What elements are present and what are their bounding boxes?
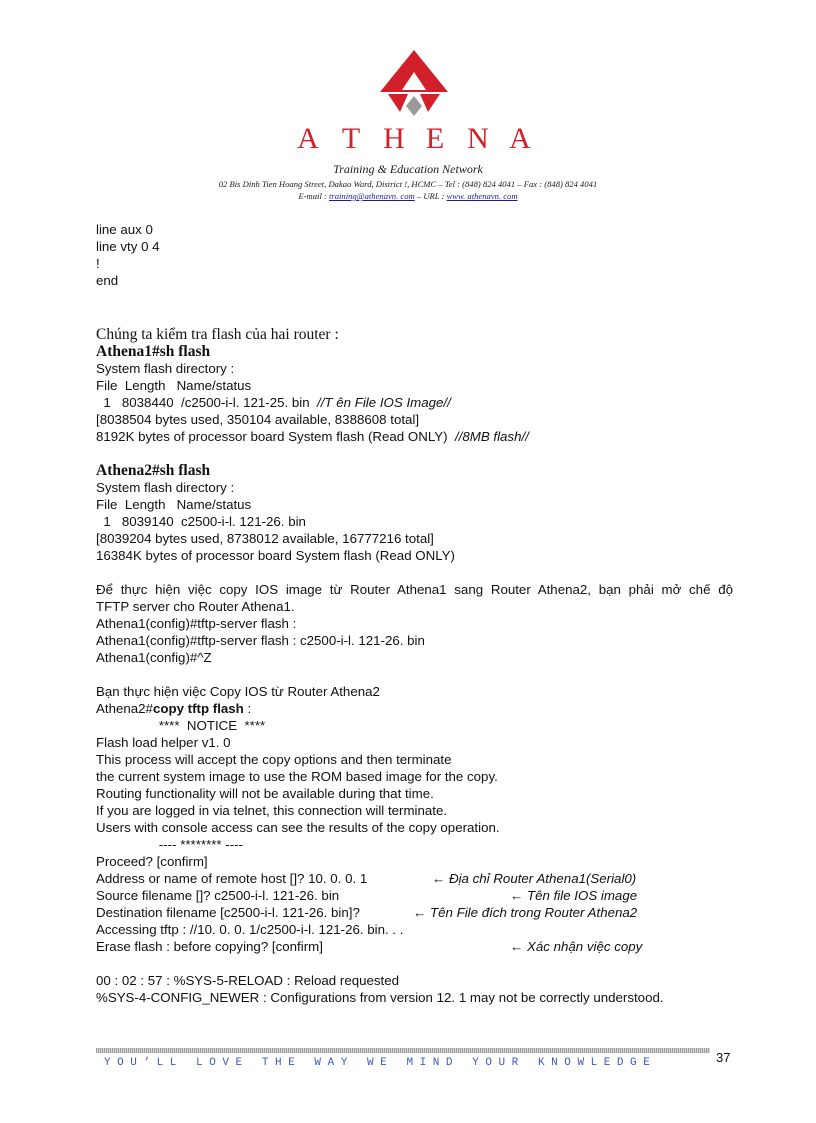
config-line: ! bbox=[96, 256, 100, 271]
url-link[interactable]: www. athenavn. com bbox=[446, 191, 518, 201]
logo-letter: A bbox=[509, 122, 531, 155]
notice-line: Routing functionality will not be available during that time. bbox=[96, 786, 434, 801]
qa-row bbox=[96, 870, 736, 887]
qa-text: Address or name of remote host []? 10. 0. 0. 1 bbox=[96, 871, 368, 886]
tftp-paragraph: Để thực hiện việc copy IOS image từ Router Athena1 sang Router Athena2, bạn phải mở chế độ bbox=[96, 582, 733, 597]
copy-prompt: Athena2# bbox=[96, 701, 153, 716]
athena-logo bbox=[296, 50, 532, 158]
logo-letter: T bbox=[341, 122, 361, 155]
log-line: %SYS-4-CONFIG_NEWER : Configurations from version 12. 1 may not be correctly understood. bbox=[96, 990, 664, 1005]
qa-note: ← Xác nhận việc copy bbox=[510, 939, 643, 954]
address: 02 Bis Dinh Tien Hoang Street, Dakao Ward, District !, HCMC – Tel : (848) 824 4041 – Fax : (848) 824 4041 bbox=[218, 179, 598, 189]
athena2-line: File Length Name/status bbox=[96, 497, 252, 512]
intro-text: Chúng ta kiểm tra flash của hai router : bbox=[96, 326, 339, 343]
email-label: E-mail : bbox=[298, 191, 329, 201]
notice-line: Flash load helper v1. 0 bbox=[96, 735, 231, 750]
athena1-heading: Athena1#sh flash bbox=[96, 343, 211, 360]
logo-triangle-wing-right bbox=[420, 94, 440, 112]
qa-note: ← Địa chỉ Router Athena1(Serial0) bbox=[432, 871, 637, 886]
logo-triangle-wing-left bbox=[388, 94, 408, 112]
notice-line: Users with console access can see the results of the copy operation. bbox=[96, 820, 500, 835]
logo-letter: N bbox=[467, 122, 489, 155]
athena1-line: 1 8038440 /c2500-i-l. 121-25. bin bbox=[96, 395, 318, 410]
notice-line: the current system image to use the ROM based image for the copy. bbox=[96, 769, 498, 784]
tftp-command: Athena1(config)#tftp-server flash : bbox=[96, 616, 297, 631]
qa-note: ← Tên File đích trong Router Athena2 bbox=[413, 905, 638, 920]
qa-row bbox=[96, 938, 736, 955]
tftp-command: Athena1(config)#^Z bbox=[96, 650, 212, 665]
notice-line: If you are logged in via telnet, this connection will terminate. bbox=[96, 803, 448, 818]
athena1-file-line bbox=[96, 394, 736, 411]
contact-line bbox=[0, 191, 816, 201]
log-line: 00 : 02 : 57 : %SYS-5-RELOAD : Reload requested bbox=[96, 973, 400, 988]
tftp-paragraph-end: TFTP server cho Router Athena1. bbox=[96, 599, 295, 614]
athena1-line: [8038504 bytes used, 350104 available, 8388608 total] bbox=[96, 412, 420, 427]
flash-comment: //8MB flash// bbox=[454, 429, 529, 444]
tftp-command: Athena1(config)#tftp-server flash : c2500-i-l. 121-26. bin bbox=[96, 633, 425, 648]
logo-letter: A bbox=[297, 122, 319, 155]
athena1-line: File Length Name/status bbox=[96, 378, 252, 393]
copy-command-line bbox=[96, 700, 736, 717]
footer-slogan: YOU’LL LOVE THE WAY WE MIND YOUR KNOWLEDGE bbox=[104, 1057, 657, 1069]
qa-row bbox=[96, 887, 736, 904]
qa-note: ← Tên file IOS image bbox=[510, 888, 638, 903]
athena2-line: 16384K bytes of processor board System flash (Read ONLY) bbox=[96, 548, 455, 563]
qa-text: Source filename []? c2500-i-l. 121-26. bin bbox=[96, 888, 340, 903]
athena1-line: System flash directory : bbox=[96, 361, 235, 376]
page-number: 37 bbox=[716, 1050, 731, 1065]
file-comment: //T ên File IOS Image// bbox=[317, 395, 451, 410]
notice-line: This process will accept the copy options and then terminate bbox=[96, 752, 452, 767]
athena1-flash-line bbox=[96, 428, 736, 445]
copy-intro: Bạn thực hiện việc Copy IOS từ Router Athena2 bbox=[96, 684, 380, 699]
qa-row bbox=[96, 921, 736, 938]
qa-row bbox=[96, 904, 736, 921]
url-label: – URL : bbox=[414, 191, 447, 201]
athena2-heading: Athena2#sh flash bbox=[96, 462, 211, 479]
config-line: end bbox=[96, 273, 119, 288]
qa-text: Destination filename [c2500-i-l. 121-26. bin]? bbox=[96, 905, 360, 920]
logo-wordmark bbox=[297, 122, 531, 155]
copy-colon: : bbox=[243, 701, 252, 716]
logo-letter: E bbox=[425, 122, 445, 155]
config-line: line aux 0 bbox=[96, 222, 153, 237]
copy-command: copy tftp flash bbox=[152, 701, 244, 716]
document-body bbox=[96, 221, 736, 1006]
qa-text: Erase flash : before copying? [confirm] bbox=[96, 939, 323, 954]
logo-letter: H bbox=[383, 122, 405, 155]
notice-banner: **** NOTICE **** bbox=[96, 718, 266, 733]
athena2-line: System flash directory : bbox=[96, 480, 235, 495]
athena2-line: [8039204 bytes used, 8738012 available, 16777216 total] bbox=[96, 531, 434, 546]
proceed-line: Proceed? [confirm] bbox=[96, 854, 208, 869]
notice-separator: ---- ******** ---- bbox=[96, 837, 244, 852]
email-link[interactable]: training@athenavn. com bbox=[329, 191, 415, 201]
logo-diamond bbox=[406, 96, 422, 116]
tagline: Training & Education Network bbox=[333, 162, 483, 176]
config-line: line vty 0 4 bbox=[96, 239, 160, 254]
athena2-line: 1 8039140 c2500-i-l. 121-26. bin bbox=[96, 514, 306, 529]
footer-rule bbox=[96, 1048, 710, 1053]
athena1-line: 8192K bytes of processor board System flash (Read ONLY) bbox=[96, 429, 455, 444]
qa-text: Accessing tftp : //10. 0. 0. 1/c2500-i-l. 121-26. bin. . . bbox=[96, 922, 404, 937]
